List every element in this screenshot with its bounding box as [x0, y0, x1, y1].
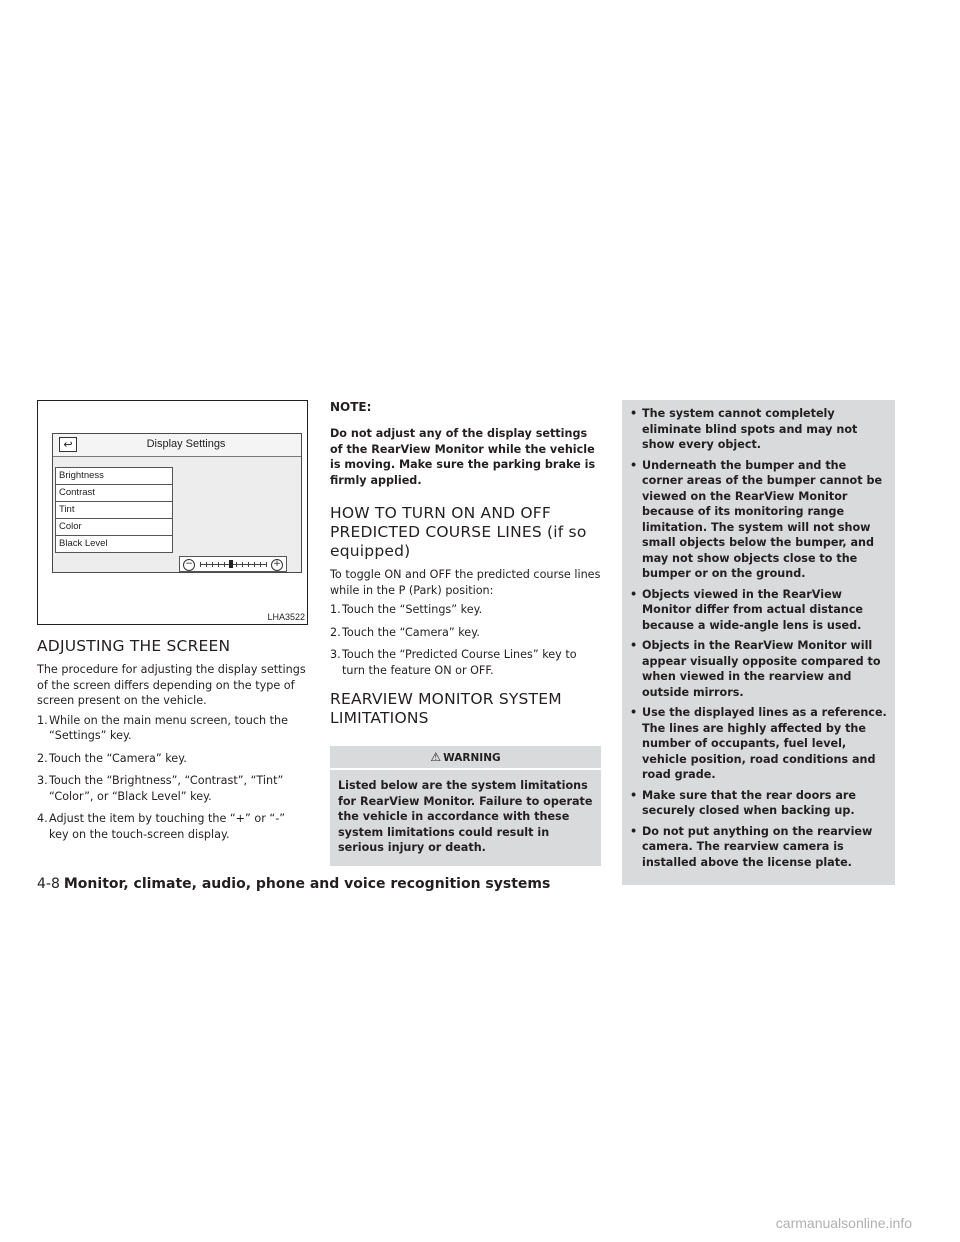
- section-title-adjusting-screen: ADJUSTING THE SCREEN: [37, 637, 231, 655]
- list-item: 3. Touch the “Predicted Course Lines” key to turn the feature ON or OFF.: [330, 648, 577, 677]
- page-number: 4-8: [37, 876, 60, 892]
- warning-header: [330, 746, 601, 770]
- slider-track: [200, 564, 266, 565]
- list-item: • Underneath the bumper and the corner areas of the bumper cannot be viewed on the RearView Monitor because of its monitoring range limitation. The system will not show small objects below the bumper, and may not show objects close to the bumper or on the ground.: [630, 458, 883, 580]
- adjusting-steps: [37, 713, 308, 843]
- minus-icon: −: [183, 559, 195, 571]
- plus-icon: +: [271, 559, 283, 571]
- list-item: • Make sure that the rear doors are securely closed when backing up.: [630, 788, 856, 817]
- warning-box: [330, 746, 601, 866]
- warning-text: Listed below are the system limitations for RearView Monitor. Failure to operate the vehicle in accordance with these system limitations could result in serious injury or death.: [338, 779, 593, 854]
- menu-item-black-level: Black Level: [59, 538, 108, 549]
- course-lines-steps: [330, 602, 601, 678]
- note-text: Do not adjust any of the display settings of the RearView Monitor while the vehicle is moving. Make sure the parking brake is firmly applied.: [330, 427, 596, 487]
- column-3: [622, 400, 895, 885]
- menu-item-brightness: Brightness: [56, 468, 172, 485]
- screen-title: Display Settings: [146, 438, 226, 450]
- column-1: [37, 400, 308, 849]
- list-item: 2. Touch the “Camera” key.: [37, 751, 187, 765]
- page-footer: [37, 876, 550, 892]
- figure-label: LHA3522: [267, 612, 305, 622]
- warning-label: WARNING: [443, 752, 501, 764]
- chapter-title: Monitor, climate, audio, phone and voice recognition systems: [63, 876, 551, 892]
- watermark: carmanualsonline.info: [775, 1215, 912, 1231]
- display-settings-screen: [52, 433, 302, 573]
- limitations-box: [622, 400, 895, 885]
- settings-menu: [55, 467, 173, 553]
- menu-item-contrast: Contrast: [56, 485, 172, 502]
- list-item: • Objects viewed in the RearView Monitor differ from actual distance because a wide-angle lens is used.: [630, 587, 863, 632]
- display-settings-figure: [37, 400, 308, 625]
- adjust-slider: [179, 556, 287, 572]
- list-item: 2. Touch the “Camera” key.: [330, 625, 480, 639]
- slider-marker: [229, 560, 233, 568]
- menu-item-color: Color: [56, 519, 172, 536]
- back-icon: ↩: [59, 437, 77, 452]
- column-2: [330, 400, 601, 866]
- menu-item-tint: Tint: [56, 502, 172, 519]
- list-item: 1. Touch the “Settings” key.: [330, 603, 483, 616]
- screen-header: [53, 434, 301, 457]
- list-item: 3. Touch the “Brightness”, “Contrast”, “Tint” “Color”, or “Black Level” key.: [37, 774, 284, 803]
- list-item: • The system cannot completely eliminate blind spots and may not show every object.: [630, 407, 858, 451]
- section-title-limitations: REARVIEW MONITOR SYSTEM LIMITATIONS: [330, 690, 562, 727]
- list-item: • Objects in the RearView Monitor will appear visually opposite compared to when viewed in the rearview and outside mirrors.: [630, 639, 881, 699]
- list-item: 4. Adjust the item by touching the “+” or “-” key on the touch-screen display.: [37, 812, 286, 841]
- section-title-course-lines: HOW TO TURN ON AND OFF PREDICTED COURSE LINES (if so equipped): [330, 504, 587, 560]
- list-item: • Do not put anything on the rearview camera. The rearview camera is installed above the license plate.: [630, 824, 873, 869]
- limitations-list: [630, 406, 887, 870]
- note-title: NOTE:: [330, 400, 372, 414]
- course-lines-intro: To toggle ON and OFF the predicted course lines while in the P (Park) position:: [330, 568, 601, 597]
- adjusting-intro: The procedure for adjusting the display settings of the screen differs depending on the type of screen present on the vehicle.: [37, 663, 306, 707]
- list-item: • Use the displayed lines as a reference. The lines are highly affected by the number of occupants, fuel level, vehicle position, road conditions and road grade.: [630, 706, 887, 781]
- warning-icon: ⚠: [430, 750, 442, 764]
- list-item: 1. While on the main menu screen, touch the “Settings” key.: [37, 713, 289, 742]
